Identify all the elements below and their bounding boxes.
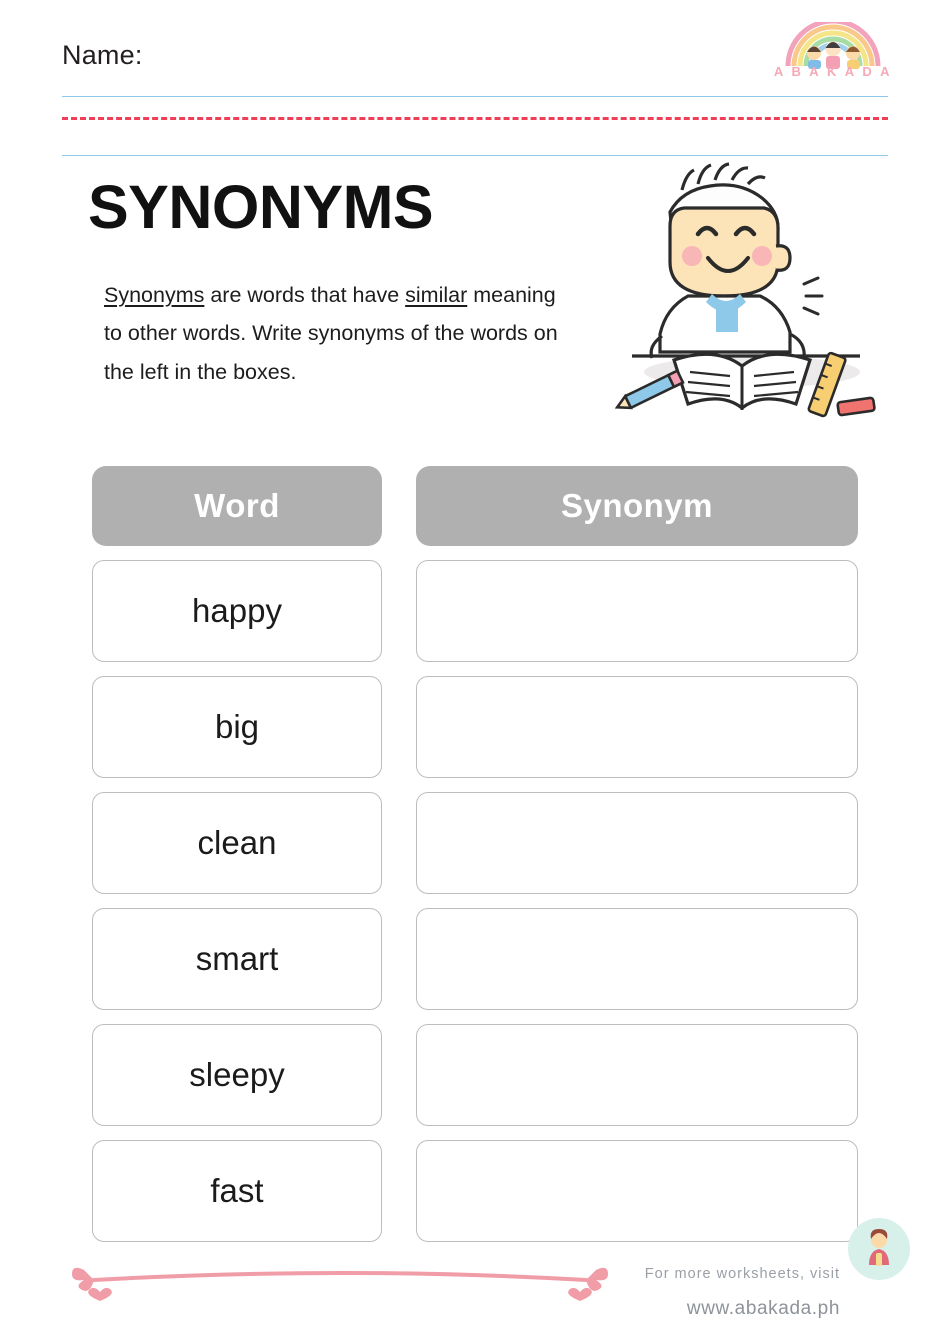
table-row xyxy=(92,1024,858,1126)
kid-reading-illustration xyxy=(612,160,880,428)
header-cell-word xyxy=(92,466,382,546)
word-cell-1 xyxy=(92,560,382,662)
answer-cell-6[interactable] xyxy=(416,1140,858,1242)
rainbow-kids-icon xyxy=(768,22,898,70)
word-label-2: big xyxy=(92,676,382,778)
table-header-row xyxy=(92,466,858,546)
synonym-input-3[interactable] xyxy=(416,792,858,894)
name-label: Name: xyxy=(62,40,143,70)
synonym-input-6[interactable] xyxy=(416,1140,858,1242)
table-row xyxy=(92,1140,858,1242)
word-cell-4 xyxy=(92,908,382,1010)
page-title: SYNONYMS xyxy=(88,173,434,241)
brand-logo xyxy=(768,22,898,88)
answer-cell-1[interactable] xyxy=(416,560,858,662)
synonym-input-2[interactable] xyxy=(416,676,858,778)
word-label-1: happy xyxy=(92,560,382,662)
instructions-part1: are words that have xyxy=(204,283,406,307)
table-row xyxy=(92,560,858,662)
word-cell-6 xyxy=(92,1140,382,1242)
answer-cell-3[interactable] xyxy=(416,792,858,894)
synonym-input-1[interactable] xyxy=(416,560,858,662)
instructions-keyword-similar: similar xyxy=(405,283,468,307)
instructions xyxy=(104,276,574,391)
answer-cell-5[interactable] xyxy=(416,1024,858,1126)
table-row xyxy=(92,908,858,1010)
answer-cell-4[interactable] xyxy=(416,908,858,1010)
word-label-5: sleepy xyxy=(92,1024,382,1126)
footer-url[interactable]: www.abakada.ph xyxy=(686,1298,840,1319)
instructions-part2: meaning to other words. Write synonyms of the words on the left in the boxes. xyxy=(104,283,558,384)
word-cell-5 xyxy=(92,1024,382,1126)
word-cell-2 xyxy=(92,676,382,778)
brand-wordmark: A B A K A D A xyxy=(773,64,893,79)
girl-avatar-icon xyxy=(857,1227,901,1271)
synonyms-table xyxy=(92,466,858,1256)
synonym-input-5[interactable] xyxy=(416,1024,858,1126)
word-label-4: smart xyxy=(92,908,382,1010)
header-cell-synonym xyxy=(416,466,858,546)
synonym-input-4[interactable] xyxy=(416,908,858,1010)
header-label-word: Word xyxy=(92,466,382,546)
word-label-3: clean xyxy=(92,792,382,894)
table-row xyxy=(92,676,858,778)
footer-more-worksheets: For more worksheets, visit xyxy=(644,1266,840,1282)
instructions-keyword-synonyms: Synonyms xyxy=(104,283,205,307)
header-label-synonym: Synonym xyxy=(416,466,858,546)
word-label-6: fast xyxy=(92,1140,382,1242)
footer-badge-icon xyxy=(848,1218,910,1280)
table-row xyxy=(92,792,858,894)
divider-blue-bottom xyxy=(62,155,888,156)
answer-cell-2[interactable] xyxy=(416,676,858,778)
footer-ornament-divider xyxy=(70,1258,610,1304)
divider-blue-top xyxy=(62,96,888,97)
word-cell-3 xyxy=(92,792,382,894)
divider-dashed-red xyxy=(62,117,888,120)
name-row xyxy=(62,40,888,92)
